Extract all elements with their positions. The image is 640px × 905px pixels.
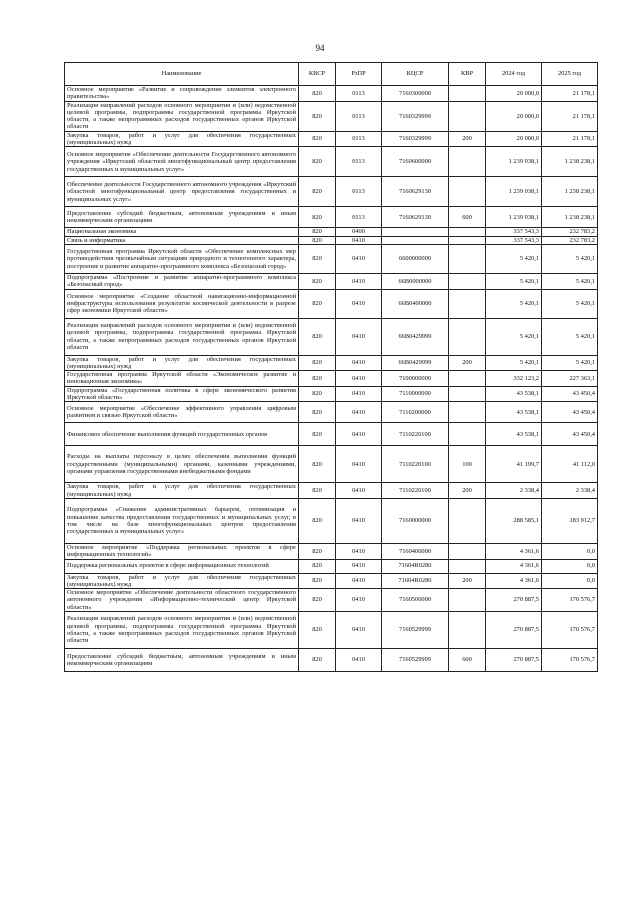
row-kcsr [382,236,449,244]
table-row [65,649,598,672]
row-name: Основное мероприятие «Обеспечение деятельности Государственного автономного учреждения «Иркутский областной многофункциональный центр предоставления государственных и муниципальных услуг» [65,147,299,177]
row-kvr [449,498,486,543]
row-rzpr: 0410 [336,402,382,423]
row-kcsr: 7160600000 [382,147,449,177]
table-row [65,483,598,499]
row-kvsr: 820 [299,177,336,207]
row-amount-2024: 288 585,1 [486,498,542,543]
row-rzpr: 0410 [336,589,382,612]
row-name: Основное мероприятие «Поддержка региональных проектов в сфере информационных технологий» [65,543,299,559]
row-kvr [449,371,486,387]
row-amount-2025: 227 363,1 [542,371,598,387]
row-amount-2025: 170 576,7 [542,612,598,649]
row-kcsr: 7160629130 [382,177,449,207]
row-kcsr: 66В0400000 [382,289,449,318]
table-row [65,589,598,612]
row-amount-2024: 1 239 038,1 [486,177,542,207]
row-name: Связь и информатика [65,236,299,244]
row-kvsr: 820 [299,131,336,147]
row-kcsr: 7110200000 [382,402,449,423]
row-rzpr: 0410 [336,483,382,499]
row-rzpr: 0113 [336,101,382,131]
row-kcsr: 71604R0280 [382,559,449,573]
row-kcsr: 71604R0280 [382,573,449,589]
row-name: Подпрограмма «Снижение административных барьеров, оптимизация и повышение качества предоставления государственных и муниципальных услуг, в том числе на базе многофункциональных центров предоставления государственных и муниципальных услуг» [65,498,299,543]
row-amount-2025: 21 178,1 [542,101,598,131]
row-name: Расходы на выплаты персоналу в целях обеспечения выполнения функций государственными (муниципальными) органами, казенными учреждениями, органами управления государственными внебюджетными фондами [65,446,299,483]
row-amount-2024: 4 361,6 [486,543,542,559]
column-header-kcsr: КЦСР [382,63,449,86]
row-kvr [449,612,486,649]
row-amount-2025: 170 576,7 [542,589,598,612]
row-kvsr: 820 [299,589,336,612]
row-kcsr: 7160300000 [382,86,449,102]
row-kvsr: 820 [299,423,336,446]
row-amount-2024: 270 887,5 [486,612,542,649]
row-kvsr: 820 [299,228,336,236]
row-rzpr: 0410 [336,649,382,672]
row-kcsr: 7160000000 [382,498,449,543]
row-kcsr: 66В0000000 [382,273,449,289]
row-kcsr: 6600000000 [382,244,449,273]
row-amount-2025: 183 912,7 [542,498,598,543]
row-kvr [449,273,486,289]
row-kvsr: 820 [299,386,336,402]
row-amount-2024: 5 420,1 [486,318,542,355]
row-name: Реализация направлений расходов основного мероприятия и (или) ведомственной целевой программы, подпрограммы государственной программы Иркутской области, а также непрограммных расходов государственных органов Иркутской области [65,612,299,649]
table-header-row [65,63,598,86]
row-rzpr: 0410 [336,573,382,589]
row-amount-2025: 43 450,4 [542,402,598,423]
row-amount-2025: 1 238 238,1 [542,207,598,228]
row-rzpr: 0410 [336,355,382,371]
row-amount-2025: 1 238 238,1 [542,177,598,207]
row-kvsr: 820 [299,573,336,589]
row-kvr [449,559,486,573]
row-kvr: 100 [449,446,486,483]
page-number: 94 [315,43,325,53]
row-kvr [449,228,486,236]
table-row [65,371,598,387]
row-amount-2025: 170 576,7 [542,649,598,672]
row-name: Закупка товаров, работ и услуг для обеспечения государственных (муниципальных) нужд [65,483,299,499]
table-row [65,273,598,289]
column-header-kvr: КВР [449,63,486,86]
row-kcsr [382,228,449,236]
row-kvr [449,543,486,559]
row-kvr [449,244,486,273]
row-kvsr: 820 [299,649,336,672]
table-row [65,236,598,244]
row-amount-2024: 43 538,1 [486,402,542,423]
row-rzpr: 0410 [336,543,382,559]
row-kvr [449,177,486,207]
table-row [65,289,598,318]
row-amount-2024: 270 887,5 [486,649,542,672]
row-kvsr: 820 [299,402,336,423]
row-kcsr: 7160329999 [382,131,449,147]
table-row [65,147,598,177]
row-name: Реализация направлений расходов основного мероприятия и (или) ведомственной целевой программы, подпрограммы государственной программы Иркутской области, а также непрограммных расходов государственных органов Иркутской области [65,101,299,131]
row-kvr [449,589,486,612]
row-amount-2025: 41 112,0 [542,446,598,483]
table-row [65,244,598,273]
row-rzpr: 0410 [336,446,382,483]
table-row [65,423,598,446]
row-name: Предоставление субсидий бюджетным, автономным учреждениям и иным некоммерческим организациям [65,649,299,672]
row-amount-2025: 0,0 [542,573,598,589]
row-kvsr: 820 [299,236,336,244]
row-rzpr: 0400 [336,228,382,236]
table-row [65,318,598,355]
row-kcsr: 66В0429999 [382,318,449,355]
row-kvsr: 820 [299,244,336,273]
row-rzpr: 0410 [336,386,382,402]
table-row [65,498,598,543]
budget-table [64,62,598,672]
column-header-rzpr: РзПР [336,63,382,86]
row-amount-2024: 1 239 038,1 [486,147,542,177]
table-row [65,131,598,147]
row-rzpr: 0410 [336,318,382,355]
row-kvsr: 820 [299,273,336,289]
row-amount-2024: 1 239 038,1 [486,207,542,228]
row-amount-2024: 5 420,1 [486,244,542,273]
row-kvsr: 820 [299,318,336,355]
row-kvr: 200 [449,573,486,589]
row-rzpr: 0113 [336,147,382,177]
row-rzpr: 0410 [336,273,382,289]
row-amount-2025: 43 450,4 [542,386,598,402]
row-rzpr: 0113 [336,131,382,147]
row-kcsr: 7110000000 [382,386,449,402]
row-name: Основное мероприятие «Развитие и сопровождение элементов электронного правительства» [65,86,299,102]
row-name: Закупка товаров, работ и услуг для обеспечения государственных (муниципальных) нужд [65,131,299,147]
column-header-kvsr: КВСР [299,63,336,86]
row-kvsr: 820 [299,86,336,102]
row-kvsr: 820 [299,498,336,543]
row-rzpr: 0410 [336,244,382,273]
table-row [65,355,598,371]
row-amount-2024: 337 543,3 [486,236,542,244]
row-rzpr: 0410 [336,289,382,318]
table-row [65,86,598,102]
row-kcsr: 7160500000 [382,589,449,612]
row-amount-2025: 5 420,1 [542,318,598,355]
table-row [65,612,598,649]
row-name: Финансовое обеспечение выполнения функций государственных органов [65,423,299,446]
row-name: Реализация направлений расходов основного мероприятия и (или) ведомственной целевой программы, подпрограммы государственной программы Иркутской области, а также непрограммных расходов государственных органов Иркутской области [65,318,299,355]
row-rzpr: 0410 [336,423,382,446]
row-amount-2024: 4 361,6 [486,559,542,573]
row-kcsr: 7160529999 [382,649,449,672]
row-name: Предоставление субсидий бюджетным, автономным учреждениям и иным некоммерческим организациям [65,207,299,228]
row-kvr: 600 [449,207,486,228]
row-amount-2025: 21 178,1 [542,131,598,147]
row-name: Подпрограмма «Государственная политика в сфере экономического развития Иркутской области» [65,386,299,402]
row-kvr [449,402,486,423]
row-rzpr: 0410 [336,559,382,573]
row-kvsr: 820 [299,543,336,559]
row-name: Закупка товаров, работ и услуг для обеспечения государственных (муниципальных) нужд [65,573,299,589]
row-amount-2025: 2 338,4 [542,483,598,499]
row-name: Государственная программа Иркутской области «Обеспечение комплексных мер противодействия чрезвычайным ситуациям природного и техногенного характера, построение и развитие аппаратно-программного комплекса «Безопасный город» [65,244,299,273]
row-kcsr: 7160400000 [382,543,449,559]
row-name: Обеспечение деятельности Государственного автономного учреждения «Иркутский областной многофункциональный центр предоставления государственных и муниципальных услуг» [65,177,299,207]
row-amount-2024: 337 543,3 [486,228,542,236]
row-kvr: 200 [449,355,486,371]
row-amount-2024: 4 361,6 [486,573,542,589]
row-kvr [449,386,486,402]
row-kvr: 200 [449,131,486,147]
row-kvsr: 820 [299,612,336,649]
table-row [65,543,598,559]
row-kcsr: 7160529999 [382,612,449,649]
row-kvsr: 820 [299,355,336,371]
table-row [65,573,598,589]
row-name: Национальная экономика [65,228,299,236]
row-amount-2025: 5 420,1 [542,289,598,318]
row-name: Государственная программа Иркутской области «Экономическое развитие и инновационная экономика» [65,371,299,387]
row-amount-2024: 43 538,1 [486,423,542,446]
row-rzpr: 0410 [336,612,382,649]
table-row [65,101,598,131]
row-kcsr: 7110220100 [382,483,449,499]
row-amount-2024: 20 000,0 [486,101,542,131]
row-name: Подпрограмма «Построение и развитие аппаратно-программного комплекса «Безопасный город» [65,273,299,289]
row-kvsr: 820 [299,147,336,177]
table-row [65,402,598,423]
row-kvsr: 820 [299,483,336,499]
row-kvsr: 820 [299,101,336,131]
row-amount-2024: 332 123,2 [486,371,542,387]
row-rzpr: 0113 [336,177,382,207]
row-kcsr: 7100000000 [382,371,449,387]
row-amount-2024: 5 420,1 [486,273,542,289]
row-amount-2025: 5 420,1 [542,355,598,371]
column-header-2025: 2025 год [542,63,598,86]
row-amount-2024: 43 538,1 [486,386,542,402]
row-amount-2024: 41 199,7 [486,446,542,483]
row-kvr [449,289,486,318]
table-row [65,386,598,402]
row-kvsr: 820 [299,371,336,387]
row-kvsr: 820 [299,559,336,573]
row-amount-2024: 20 000,0 [486,131,542,147]
row-kvr [449,423,486,446]
column-header-name: Наименование [65,63,299,86]
row-rzpr: 0410 [336,371,382,387]
row-name: Основное мероприятие «Создание областной навигационно-информационной инфраструктуры использования результатов космической деятельности в разрезе сфер экономики Иркутской области» [65,289,299,318]
row-kvr [449,318,486,355]
row-name: Закупка товаров, работ и услуг для обеспечения государственных (муниципальных) нужд [65,355,299,371]
row-rzpr: 0113 [336,207,382,228]
column-header-2024: 2024 год [486,63,542,86]
row-kvsr: 820 [299,289,336,318]
row-kvr [449,101,486,131]
row-kvr [449,86,486,102]
row-amount-2024: 5 420,1 [486,289,542,318]
row-amount-2025: 1 238 238,1 [542,147,598,177]
table-body [65,86,598,672]
table-row [65,446,598,483]
row-amount-2025: 5 420,1 [542,273,598,289]
row-amount-2025: 43 450,4 [542,423,598,446]
row-kcsr: 7160329999 [382,101,449,131]
row-amount-2024: 2 338,4 [486,483,542,499]
row-kvsr: 820 [299,446,336,483]
row-amount-2025: 232 783,2 [542,228,598,236]
row-kvr: 600 [449,649,486,672]
row-amount-2025: 232 783,2 [542,236,598,244]
row-kcsr: 7160629130 [382,207,449,228]
row-kvr [449,236,486,244]
row-kvr [449,147,486,177]
row-amount-2025: 0,0 [542,559,598,573]
row-amount-2024: 270 887,5 [486,589,542,612]
row-amount-2025: 5 420,1 [542,244,598,273]
row-kcsr: 66В0429999 [382,355,449,371]
row-kcsr: 7110220100 [382,446,449,483]
table-row [65,228,598,236]
table-row [65,559,598,573]
row-kvr: 200 [449,483,486,499]
table-row [65,207,598,228]
row-kcsr: 7110220100 [382,423,449,446]
row-name: Поддержка региональных проектов в сфере информационных технологий [65,559,299,573]
table-row [65,177,598,207]
row-name: Основное мероприятие «Обеспечение эффективного управления цифровым развитием и связью Иркутской области» [65,402,299,423]
row-name: Основное мероприятие «Обеспечение деятельности областного государственного автономного учреждения «Информационно-технический центр Иркутской области» [65,589,299,612]
row-amount-2025: 21 178,1 [542,86,598,102]
row-kvsr: 820 [299,207,336,228]
row-rzpr: 0113 [336,86,382,102]
row-rzpr: 0410 [336,498,382,543]
row-amount-2024: 5 420,1 [486,355,542,371]
row-rzpr: 0410 [336,236,382,244]
row-amount-2024: 20 000,0 [486,86,542,102]
row-amount-2025: 0,0 [542,543,598,559]
